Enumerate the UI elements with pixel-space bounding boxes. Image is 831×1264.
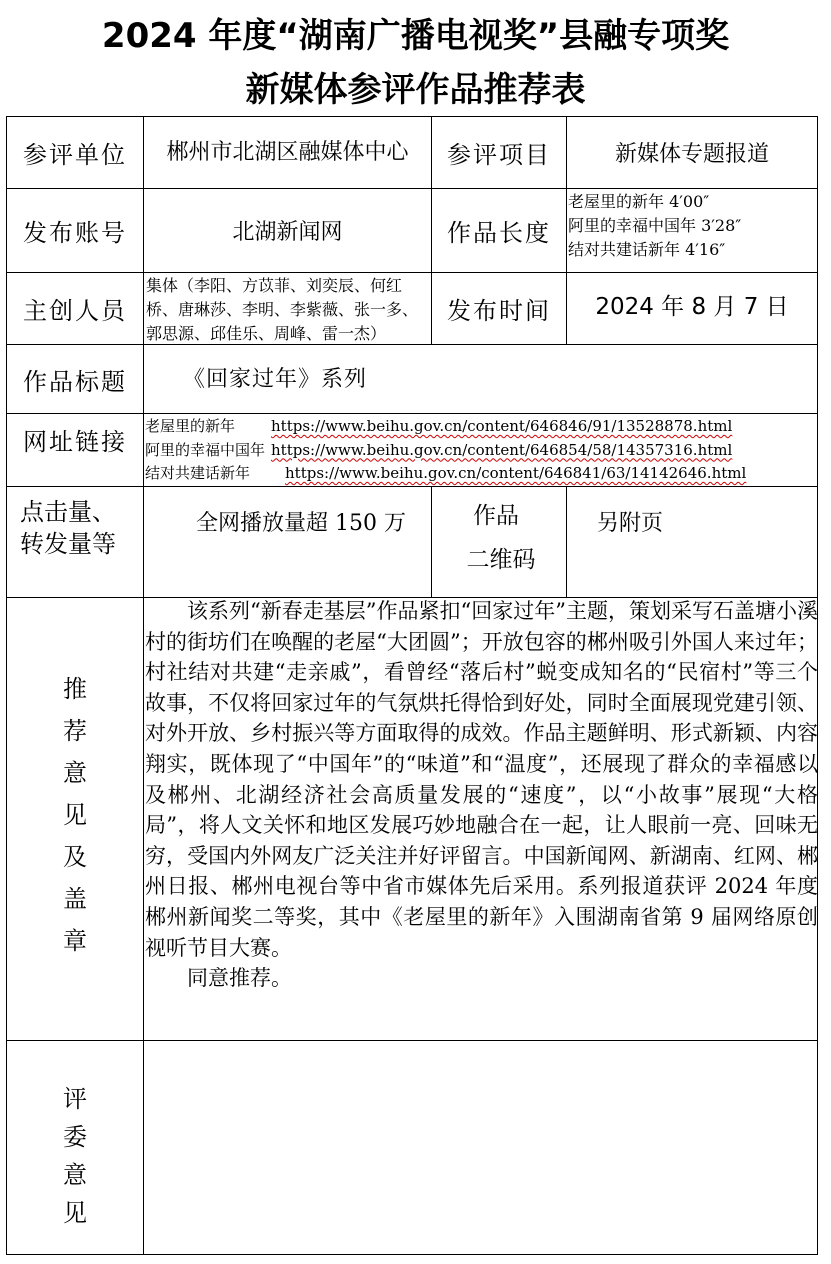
recommend-label-char: 及 — [63, 843, 87, 871]
creator-value: 集体（李阳、方苡菲、刘奕辰、何红桥、唐琳莎、李明、李紫薇、张一多、郭思源、邱佳乐、周峰、雷一杰） — [146, 276, 419, 343]
document-subtitle: 新媒体参评作品推荐表 — [245, 70, 586, 110]
link-url[interactable]: https://www.beihu.gov.cn/content/646841/63/14142646.html — [285, 464, 747, 482]
length-item: 老屋里的新年 4′00″ — [568, 192, 710, 211]
clicks-label — [20, 496, 116, 560]
qr-value: 另附页 — [597, 511, 664, 536]
recommendation-text — [145, 596, 818, 994]
link-label: 网址链接 — [23, 427, 127, 456]
link-row — [145, 462, 817, 486]
recommend-label-char: 意 — [63, 759, 87, 787]
judges-label-char: 意 — [63, 1161, 87, 1189]
judges-label — [7, 1080, 143, 1232]
recommendation-paragraph: 该系列“新春走基层”作品紧扣“回家过年”主题，策划采写石盖塘小溪村的街坊们在唤醒的老屋“大团圆”；开放包容的郴州吸引外国人来过年；村社结对共建“走亲戚”，看曾经“落后村”蜕变成知名的“民宿村”等三个故事，不仅将回家过年的气氛烘托得恰到好处，同时全面展现党建引领、对外开放、乡村振兴等方面取得的成效。作品主题鲜明、形式新颖、内容翔实，既体现了“中国年”的“味道”和“温度”，还展现了群众的幸福感以及郴州、北湖经济社会高质量发展的“速度”，以“小故事”展现“大格局”，将人文关怀和地区发展巧妙地融合在一起，让人眼前一亮、回味无穷，受国内外网友广泛关注并好评留言。中国新闻网、新湖南、红网、郴州日报、郴州电视台等中省市媒体先后采用。系列报道获评 2024 年度郴州新闻奖二等奖，其中《老屋里的新年》入围湖南省第 9 届网络原创视听节目大赛。 — [145, 599, 818, 960]
link-url[interactable]: https://www.beihu.gov.cn/content/646846/91/13528878.html — [271, 417, 733, 435]
recommend-label — [7, 668, 143, 962]
qr-label — [432, 494, 566, 582]
link-name: 结对共建话新年 — [145, 464, 251, 482]
link-name: 老屋里的新年 — [145, 417, 236, 435]
recommend-label-char: 推 — [63, 675, 87, 703]
link-row — [145, 439, 817, 463]
link-row — [145, 415, 817, 439]
judges-label-char: 见 — [63, 1199, 87, 1227]
link-name: 阿里的幸福中国年 — [145, 440, 266, 459]
link-url[interactable]: https://www.beihu.gov.cn/content/646854/58/14357316.html — [271, 440, 733, 459]
unit-value: 郴州市北湖区融媒体中心 — [166, 140, 409, 165]
clicks-label-line: 点击量、 — [20, 498, 116, 526]
judges-label-char: 委 — [63, 1123, 87, 1151]
time-label: 发布时间 — [447, 297, 551, 325]
judges-label-char: 评 — [63, 1085, 87, 1113]
time-value: 2024 年 8 月 7 日 — [595, 293, 789, 320]
account-label: 发布账号 — [23, 219, 127, 247]
recommend-label-char: 盖 — [63, 885, 87, 913]
project-value: 新媒体专题报道 — [614, 142, 769, 167]
work-title-value: 《回家过年》系列 — [183, 367, 368, 392]
unit-label: 参评单位 — [23, 141, 127, 169]
qr-label-line: 作品 — [473, 503, 519, 529]
account-value: 北湖新闻网 — [232, 220, 343, 245]
length-label: 作品长度 — [447, 219, 551, 247]
recommend-label-char: 荐 — [63, 717, 87, 745]
creator-label: 主创人员 — [23, 297, 127, 325]
recommend-label-char: 章 — [63, 927, 87, 955]
project-label: 参评项目 — [447, 141, 551, 169]
qr-label-line: 二维码 — [466, 547, 536, 573]
judges-opinion-area[interactable] — [145, 1042, 816, 1253]
link-list — [145, 415, 817, 486]
recommend-label-char: 见 — [63, 801, 87, 829]
agree-text: 同意推荐。 — [187, 966, 292, 991]
work-title-label: 作品标题 — [23, 367, 127, 396]
clicks-value: 全网播放量超 150 万 — [196, 511, 406, 536]
length-item: 结对共建话新年 4′16″ — [568, 240, 726, 259]
clicks-label-line: 转发量等 — [20, 530, 116, 558]
length-item: 阿里的幸福中国年 3′28″ — [568, 216, 742, 235]
document-title: 2024 年度“湖南广播电视奖”县融专项奖 — [101, 16, 730, 56]
length-list — [568, 190, 816, 262]
